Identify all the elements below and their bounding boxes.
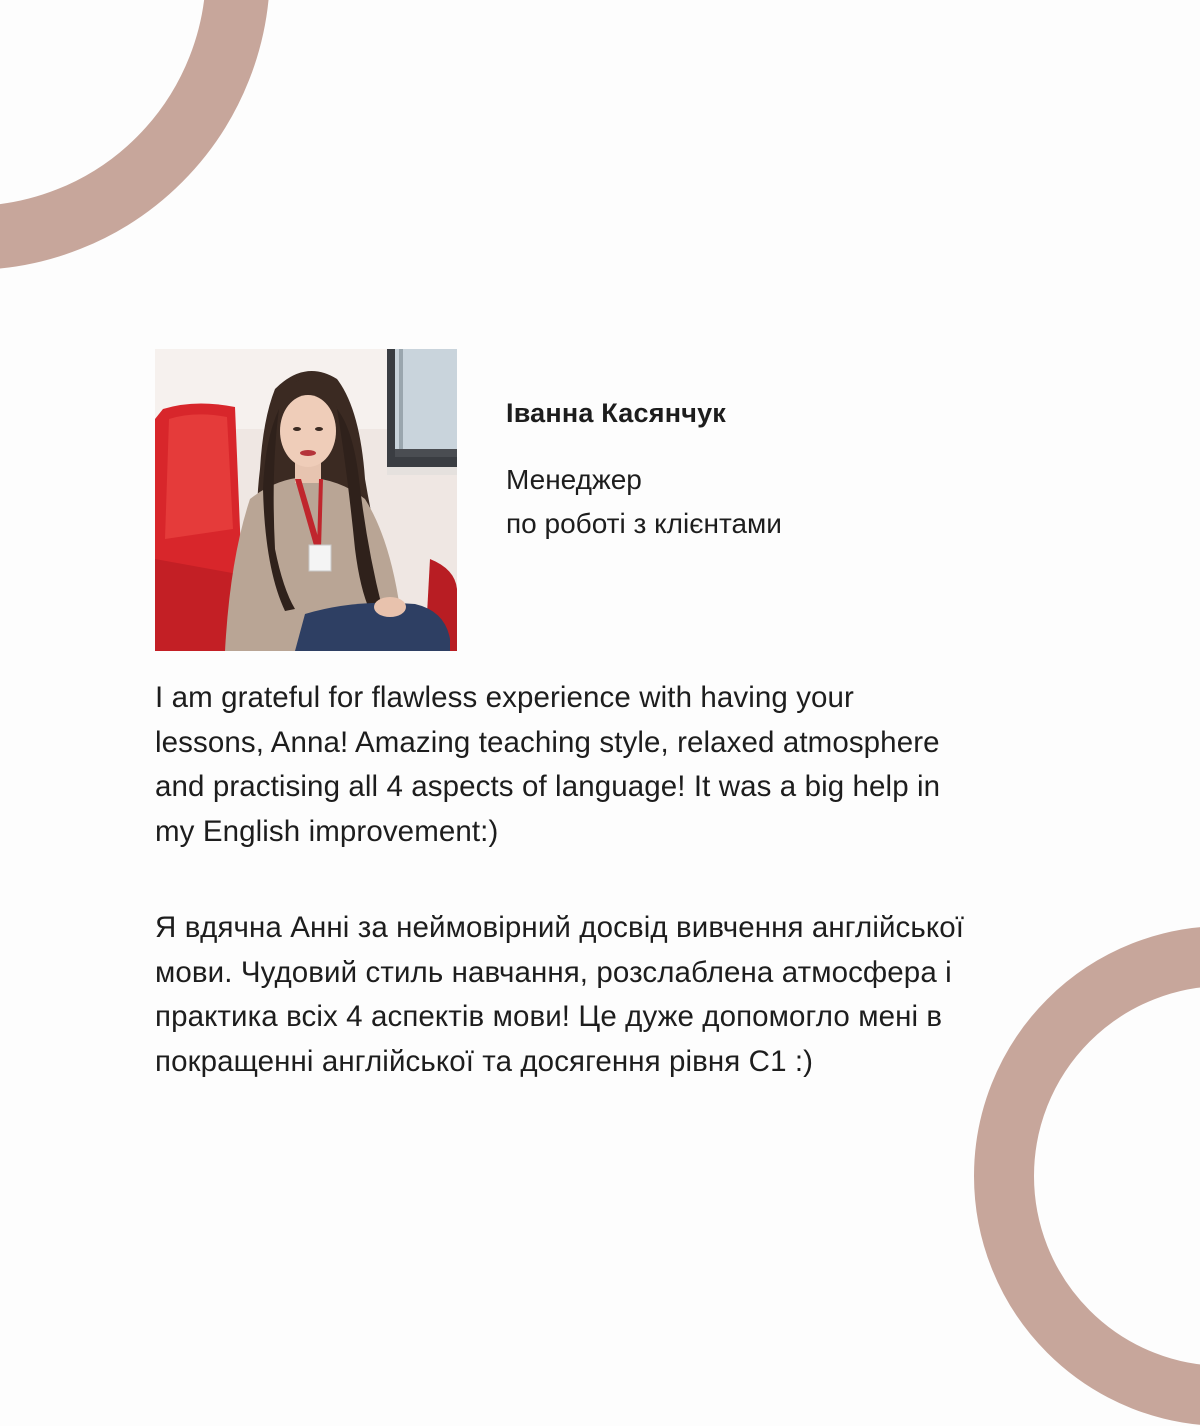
- author-name: Іванна Касянчук: [506, 398, 727, 428]
- review-ukrainian-line: практика всіх 4 аспектів мови! Це дуже допомогло мені в: [155, 1000, 943, 1033]
- author-role-line: по роботі з клієнтами: [506, 508, 782, 539]
- author-photo: [155, 349, 457, 651]
- review-english-line: and practising all 4 aspects of language! It was a big help in: [155, 770, 941, 803]
- author-role: [506, 458, 782, 546]
- author-role-line: Менеджер: [506, 464, 642, 495]
- decorative-ring-top-left: [0, 0, 270, 270]
- review-english: [155, 676, 1095, 854]
- review-english-line: I am grateful for flawless experience with having your: [155, 681, 854, 714]
- review-ukrainian-line: Я вдячна Анні за неймовірний досвід вивчення англійської: [155, 911, 965, 944]
- review-english-line: lessons, Anna! Amazing teaching style, relaxed atmosphere: [155, 725, 940, 759]
- review-ukrainian: [155, 906, 1095, 1084]
- review-ukrainian-line: покращенні англійської та досягення рівня С1 :): [155, 1044, 814, 1078]
- review-english-line: my English improvement:): [155, 814, 499, 848]
- review-ukrainian-line: мови. Чудовий стиль навчання, розслаблена атмосфера і: [155, 955, 952, 989]
